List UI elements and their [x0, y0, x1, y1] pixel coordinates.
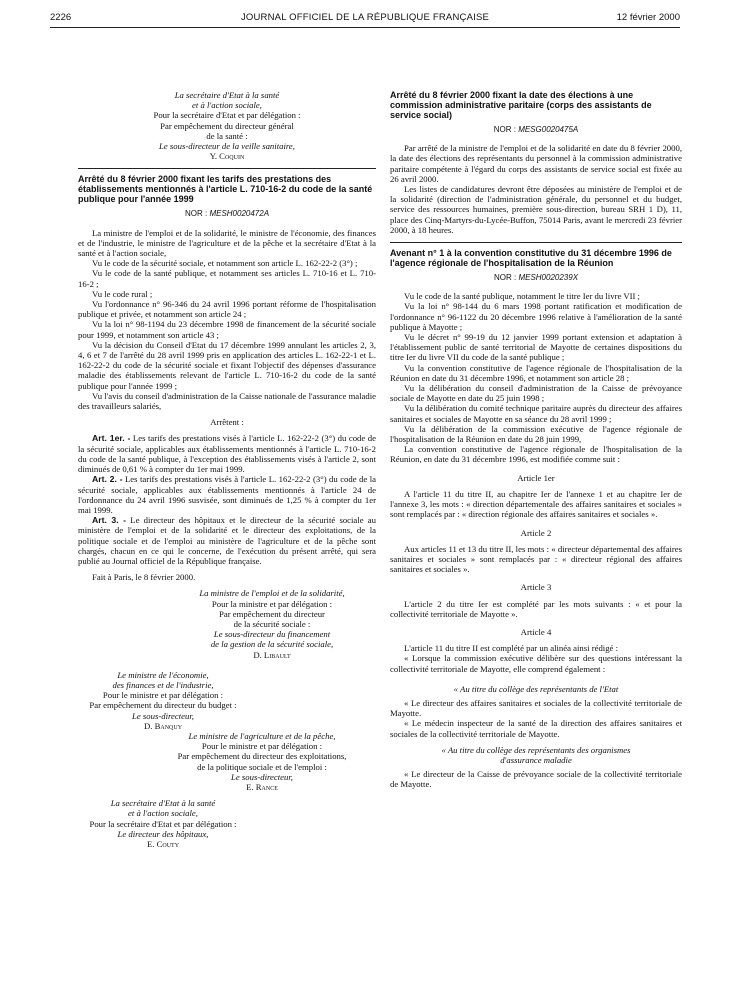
issue-date: 12 février 2000 — [616, 12, 680, 23]
arrete-title: Arrêté du 8 février 2000 fixant les tarifs des prestations des établissements mentionnés à l'article L. 710-16-2 du code de la santé publique pour l'année 1999 — [78, 174, 373, 205]
article-1-title: Article 1er — [517, 472, 555, 483]
avenant-title: Avenant n° 1 à la convention constitutive du 31 décembre 1996 de l'agence régionale de l'hospitalisation de la Réunion — [390, 248, 672, 269]
arretent-heading: Arrêtent : — [210, 417, 244, 428]
nor-code: MESH0020239X — [518, 273, 579, 283]
college-item: « Le directeur des affaires sanitaires et sociales de la collectivité territoriale de Mayotte. — [390, 697, 682, 719]
college-item: « Le directeur de la Caisse de prévoyance sociale de la collectivité territoriale de Mayotte. — [390, 769, 682, 790]
body-paragraph: Les listes de candidatures devront être déposées au ministère de l'emploi et de la solidarité (direction de l'administration générale, du personnel et du budget, service des ressources humaines, première sous-direction, bureau SRH 1 D), 11, place des Cinq-Martyrs-du-Lycée-Buffon, 75014 Paris, avant le mercredi 23 février 2000, à 18 heures. — [390, 184, 682, 235]
signatory-name: D. Libault — [253, 649, 291, 660]
visa-paragraph: Vu le code de la sécurité sociale, et notamment son article L. 162-22-2 (3°) ; — [92, 258, 358, 269]
body-paragraph: Par arrêté de la ministre de l'emploi et de la solidarité en date du 8 février 2000, la date des élections des représentants du personnel à la commission administrative paritaire compétente à l'égard du corps des assistants de service social est fixée au 26 avril 2000. — [390, 143, 682, 184]
article-2-text: Aux articles 11 et 13 du titre II, les mots : « directeur départemental des affaires sanitaires et sociales » sont remplacés par : « directeur régional des affaires sanitaires et sociales ». — [390, 543, 682, 575]
visa-paragraph: Vu la décision du Conseil d'Etat du 17 décembre 1999 annulant les articles 2, 3, 4, 6 et 7 de l'arrêté du 28 avril 1999 pris en application des articles L. 162-22-1 et L. 162-22-2 du code de la sécurité sociale et fixant l'objectif des dépenses d'assurance maladie des établissements relevant de l'article L. 710-16-2 du code de la santé publique pour l'année 1999 ; — [78, 339, 376, 391]
article-4-title: Article 4 — [520, 626, 552, 637]
visa-paragraph: Vu le code rural ; — [92, 288, 153, 299]
college-etat-heading: « Au titre du collège des représentants de l'Etat — [453, 683, 619, 694]
visa-paragraph: Vu la délibération de la commission exécutive de l'agence régionale de l'hospitalisation de la Réunion en date du 28 juin 1999, — [390, 423, 682, 445]
article-3-title: Article 3 — [520, 582, 552, 593]
header-rule — [50, 27, 680, 28]
visa-paragraph: Vu le décret n° 99-19 du 12 janvier 1999 portant extension et adaptation à l'établissement public de santé territorial de Mayotte de certaines dispositions du titre Ier du livre VII du code de la santé publique ; — [390, 332, 682, 363]
article-paragraph: Art. 2. - Les tarifs des prestations visés à l'article L. 162-22-2 (3°) du code de la sécurité sociale, applicables aux établissements mentionnés à l'article 24 de l'ordonnance du 24 avril 1996 susvisée, sont diminués de 1,25 % à compter du 1er mai 1999. — [78, 474, 376, 515]
sig-line: La secrétaire d'Etat à la santé — [174, 90, 280, 100]
college-item: « Le médecin inspecteur de la santé de la direction des affaires sanitaires et sociales de la collectivité territoriale de Mayotte. — [390, 718, 682, 739]
journal-title: JOURNAL OFFICIEL DE LA RÉPUBLIQUE FRANÇAISE — [240, 12, 490, 23]
signature-block-ministre-emploi: La ministre de l'emploi et de la solidarité, Pour la ministre et par délégation : Par empêchement du directeur de la sécurité sociale : Le sous-directeur du financement de la gestion de la sécurité sociale, D. Libault — [168, 588, 376, 659]
signature-block-ministre-agriculture: Le ministre de l'agriculture et de la pêche, Pour le ministre et par délégation : Par empêchement du directeur des exploitations, de la politique sociale et de l'emploi : Le sous-directeur, E. Rance — [148, 731, 376, 792]
signature-block-secretaire-etat: La secrétaire d'Etat à la santé et à l'action sociale, Pour la secrétaire d'Etat et par délégation : Le directeur des hôpitaux, E. Couty — [78, 798, 248, 849]
visa-paragraph: Vu l'ordonnance n° 96-346 du 24 avril 1996 portant réforme de l'hospitalisation publique et privée, et notamment son article 24 ; — [78, 299, 376, 320]
article-4-text: L'article 11 du titre II est complété par un alinéa ainsi rédigé : — [404, 643, 619, 654]
visa-paragraph: Vu la délibération du comité technique paritaire auprès du directeur des affaires sanitaires et sociales de Mayotte en sa séance du 28 avril 1999 ; — [390, 403, 682, 424]
sig-line: Le sous-directeur de la veille sanitaire, — [159, 141, 295, 152]
visa-paragraph: La ministre de l'emploi et de la solidarité, le ministre de l'économie, des finances et de l'industrie, le ministre de l'agriculture et de la pêche et la secrétaire d'Etat à la santé et à l'action sociale, — [78, 227, 376, 259]
visa-paragraph: Vu le code de la santé publique, et notamment ses articles L. 710-16 et L. 710-16-2 ; — [78, 268, 376, 289]
signatory-name: E. Couty — [146, 839, 180, 849]
signatory-name: E. Rance — [246, 781, 278, 792]
left-column — [78, 90, 376, 849]
nor-reference: NOR : MESH0020472A — [184, 209, 270, 219]
nor-reference: NOR : MESG0020475A — [493, 125, 579, 134]
right-column — [390, 90, 682, 790]
signatory-name: Y. Coquin — [209, 151, 245, 162]
visa-paragraph: Vu la loi n° 98-1194 du 23 décembre 1998 de financement de la sécurité sociale pour 1999, et notamment son article 43 ; — [78, 319, 376, 340]
visa-paragraph: La convention constitutive de l'agence régionale de l'hospitalisation de la Réunion, en date du 31 décembre 1996, est modifiée comme suit : — [390, 444, 682, 465]
arrete2-title: Arrêté du 8 février 2000 fixant la date des élections à une commission administrative paritaire (corps des assistants de service social) — [390, 90, 652, 120]
section-separator — [390, 242, 682, 243]
nor-code: MESH0020472A — [209, 209, 270, 219]
visa-paragraph: Vu la loi n° 98-144 du 6 mars 1998 portant ratification et modification de l'ordonnance n° 96-1122 du 20 décembre 1996 relative à l'amélioration de la santé publique à Mayotte ; — [390, 301, 682, 332]
article-paragraph: Art. 3. - Le directeur des hôpitaux et le directeur de la sécurité sociale au ministère de l'emploi et de la solidarité et le directeur des exploitations, de la politique sociale et de l'emploi au ministère de l'agriculture et de la pêche sont chargés, chacun en ce qui le concerne, de l'exécution du présent arrêté, qui sera publié au Journal officiel de la République française. — [78, 515, 376, 566]
visa-paragraph: Vu la convention constitutive de l'agence régionale de l'hospitalisation de la Réunion en date du 31 décembre 1996, et notamment son article 28 ; — [390, 362, 682, 383]
sig-line: de la santé : — [206, 130, 248, 141]
page-header — [50, 12, 680, 26]
article-1-text: A l'article 11 du titre II, au chapitre Ier de l'annexe 1 et au chapitre Ier de l'annexe 3, les mots : « direction départementale des affaires sanitaires et sociales » sont remplacés par : « direction régionale des affaires sanitaires et sociales ». — [390, 488, 682, 520]
nor-reference: NOR : MESH0020239X — [493, 273, 579, 283]
fait-line: Fait à Paris, le 8 février 2000. — [92, 572, 196, 583]
visa-paragraph: Vu l'avis du conseil d'administration de la Caisse nationale de l'assurance maladie des travailleurs salariés, — [78, 390, 376, 412]
sig-line: Pour la secrétaire d'Etat et par délégation : — [153, 110, 301, 121]
nor-code: MESG0020475A — [518, 125, 579, 134]
article-paragraph: Art. 1er. - Les tarifs des prestations visés à l'article L. 162-22-2 (3°) du code de la sécurité sociale, applicables aux établissements mentionnés à l'article L. 710-16-2 du code de la santé publique, à l'exception des établissements visés à l'article 2, sont diminués de 0,61 % à compter du 1er mai 1999. — [78, 433, 376, 475]
page-number: 2226 — [50, 12, 72, 23]
visa-paragraph: Vu le code de la santé publique, notamment le titre Ier du livre VII ; — [404, 291, 640, 302]
signature-block-top — [78, 90, 376, 161]
college-orgs-heading: d'assurance maladie — [500, 754, 572, 765]
signatory-name: D. Banquy — [143, 720, 183, 731]
section-separator — [78, 168, 376, 169]
article-2-title: Article 2 — [520, 527, 552, 538]
article-3-text: L'article 2 du titre Ier est complété par les mots suivants : « et pour la collectivité territoriale de Mayotte ». — [390, 598, 682, 619]
sig-line: et à l'action sociale, — [192, 100, 262, 111]
article-4-quote: « Lorsque la commission exécutive délibère sur des questions intéressant la collectivité territoriale de Mayotte, elle comprend également : — [390, 653, 682, 674]
visa-paragraph: Vu la délibération du conseil d'administration de la Caisse de prévoyance sociale de Mayotte en date du 25 juin 1998 ; — [390, 383, 682, 404]
signature-block-ministre-economie: Le ministre de l'économie, des finances et de l'industrie, Pour le ministre et par délégation : Par empêchement du directeur du budget : Le sous-directeur, D. Banquy — [78, 670, 248, 731]
college-orgs-heading: « Au titre du collège des représentants des organismes — [441, 744, 631, 755]
sig-line: Par empêchement du directeur général — [160, 120, 294, 131]
